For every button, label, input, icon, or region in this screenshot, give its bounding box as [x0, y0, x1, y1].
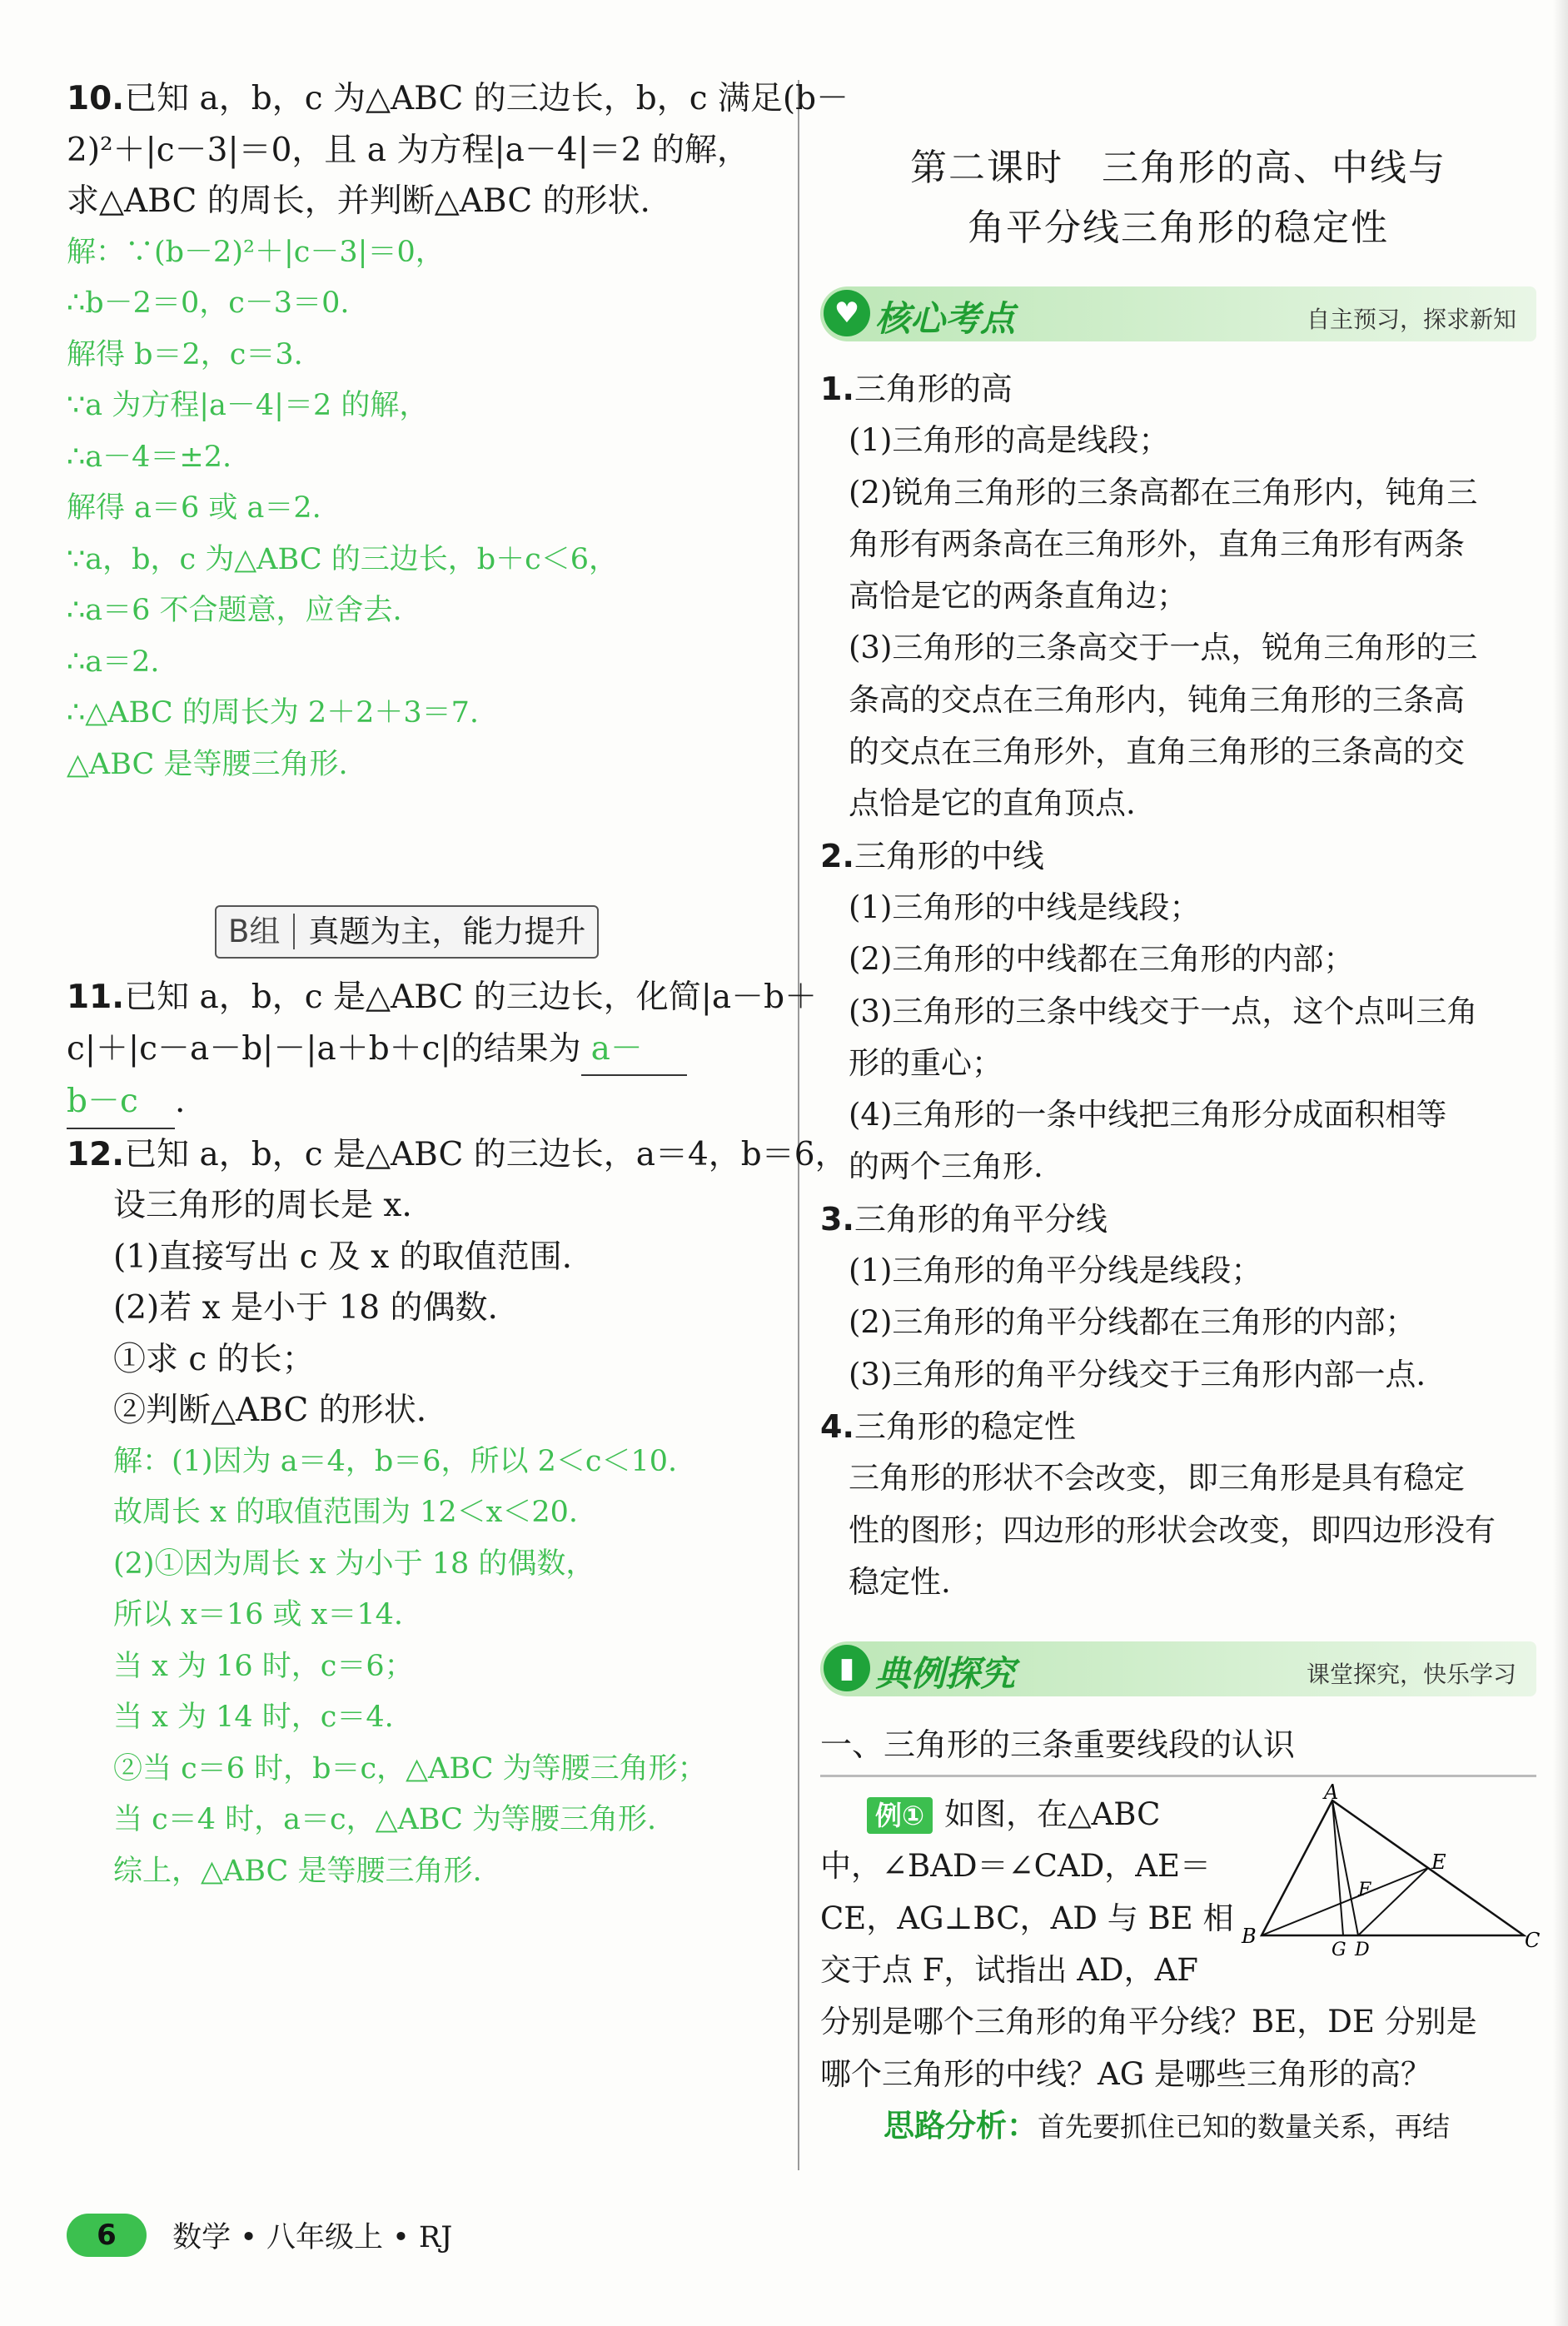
question-12 [67, 1129, 848, 1898]
segment-ag [1332, 1801, 1343, 1935]
q11-number: 11. [67, 979, 125, 1016]
lesson-title-2: 角平分线三角形的稳定性 [968, 207, 1389, 249]
point-line: 高恰是它的两条直角边； [849, 578, 1187, 615]
q10-line-1: 10.已知 a，b，c 为△ABC 的三边长，b，c 满足(b－ [67, 80, 849, 117]
point-line: 稳定性. [849, 1563, 951, 1600]
label-e: E [1431, 1850, 1446, 1875]
right-column [820, 73, 1541, 2153]
answer-line: 综上，△ABC 是等腰三角形. [113, 1854, 482, 1888]
point-line: 三角形的形状不会改变，即三角形是具有稳定 [849, 1460, 1465, 1497]
answer-line: ∴a＝6 不合题意，应舍去. [67, 594, 402, 627]
answer-line: 解得 b＝2，c＝3. [67, 337, 303, 371]
answer-line: ∴△ABC 的周长为 2＋2＋3＝7. [67, 696, 480, 730]
q11-line-3: b－c . [67, 1076, 783, 1129]
example-1 [820, 1781, 1541, 2153]
q12-line-2: 设三角形的周长是 x. [113, 1187, 412, 1224]
page-edge-shadow [1553, 0, 1568, 2326]
point-line: (1)三角形的角平分线是线段； [849, 1253, 1262, 1289]
answer-line: ②当 c＝6 时，b＝c，△ABC 为等腰三角形； [113, 1751, 707, 1786]
q11-answer-blank-2: b－c [67, 1076, 175, 1129]
answer-line: ∵a，b，c 为△ABC 的三边长，b＋c＜6， [67, 542, 619, 576]
q11-line-1: 11.已知 a，b，c 是△ABC 的三边长，化简|a－b＋ [67, 979, 818, 1016]
q12-number: 12. [67, 1135, 125, 1173]
chart-icon: ▮ [824, 1645, 870, 1691]
answer-line: ∴b－2＝0，c－3＝0. [67, 286, 350, 320]
point-heading: 3.三角形的角平分线 [820, 1200, 1108, 1238]
heart-icon: ♥ [824, 290, 870, 336]
answer-line: △ABC 是等腰三角形. [67, 747, 348, 781]
triangle-figure [1237, 1781, 1541, 1961]
point-line: (2)三角形的中线都在三角形的内部； [849, 941, 1355, 978]
examples-banner: ▮ 典例探究 课堂探究，快乐学习 [820, 1641, 1536, 1696]
label-f: F [1358, 1880, 1371, 1901]
q10-answer [67, 227, 783, 791]
point-line: 的交点在三角形外，直角三角形的三条高的交 [849, 734, 1465, 770]
segment-ad [1332, 1801, 1358, 1935]
label-g: G [1332, 1940, 1346, 1961]
example-line: 中，∠BAD＝∠CAD，AE＝ [820, 1848, 1212, 1885]
q12-part: (1)直接写出 c 及 x 的取值范围. [113, 1238, 573, 1276]
point-line: 的两个三角形. [849, 1148, 1043, 1185]
point-line: 点恰是它的直角顶点. [849, 785, 1136, 822]
example-line: 例① 如图，在△ABC [820, 1789, 1536, 1840]
left-column [67, 73, 849, 1897]
question-10 [67, 73, 849, 790]
q10-line-3: 求△ABC 的周长，并判断△ABC 的形状. [67, 182, 650, 220]
q12-line-1: 12.已知 a，b，c 是△ABC 的三边长，a＝4，b＝6， [67, 1135, 848, 1173]
answer-line: ∴a－4＝±2. [67, 440, 232, 474]
page-footer [67, 2214, 452, 2264]
answer-line: ∵a 为方程|a－4|＝2 的解， [67, 389, 429, 422]
core-point-3 [820, 1193, 1536, 1401]
q11-answer-blank-1: a－ [581, 1024, 687, 1077]
question-11 [67, 972, 818, 1129]
point-line: (2)三角形的角平分线都在三角形的内部； [849, 1304, 1416, 1341]
core-point-1 [820, 363, 1536, 830]
answer-line: 故周长 x 的取值范围为 12＜x＜20. [113, 1496, 579, 1529]
section-heading: 一、三角形的三条重要线段的认识 [820, 1718, 1536, 1777]
answer-line: 当 x 为 14 时，c＝4. [113, 1701, 394, 1734]
point-line: 形的重心； [849, 1044, 1003, 1081]
q12-answer [67, 1437, 783, 1898]
answer-line: 解得 a＝6 或 a＝2. [67, 491, 321, 525]
answer-line: 当 x 为 16 时，c＝6； [113, 1649, 414, 1683]
point-line: 条高的交点在三角形内，钝角三角形的三条高 [849, 681, 1465, 718]
point-line: (4)三角形的一条中线把三角形分成面积相等 [849, 1097, 1447, 1133]
core-point-4 [820, 1401, 1536, 1608]
point-line: 角形有两条高在三角形外，直角三角形有两条 [849, 525, 1465, 562]
example-line: 分别是哪个三角形的角平分线？BE，DE 分别是 [820, 2004, 1477, 2040]
label-c: C [1525, 1929, 1541, 1953]
analysis-line: 思路分析：首先要抓住已知的数量关系，再结 [884, 2107, 1450, 2144]
q11-line-2: c|＋|c－a－b|－|a＋b＋c|的结果为 a－ [67, 1024, 783, 1077]
lesson-title-1: 第二课时 三角形的高、中线与 [910, 147, 1446, 189]
segment-de [1358, 1868, 1428, 1935]
analysis-label: 思路分析： [884, 2107, 1038, 2144]
example-line: 哪个三角形的中线？AG 是哪些三角形的高？ [820, 2055, 1432, 2092]
group-b-label: B组 真题为主，能力提升 [215, 905, 599, 959]
answer-line: 所以 x＝16 或 x＝14. [113, 1598, 404, 1631]
answer-line: 解：∵(b－2)²＋|c－3|＝0， [67, 235, 445, 269]
q12-part: (2)若 x 是小于 18 的偶数. [113, 1289, 498, 1327]
q12-part: ②判断△ABC 的形状. [113, 1392, 427, 1429]
example-line: CE，AG⊥BC，AD 与 BE 相 [820, 1900, 1234, 1936]
point-line: (3)三角形的三条高交于一点，锐角三角形的三 [849, 630, 1478, 666]
book-info: 数学 • 八年级上 • RJ [172, 2221, 453, 2254]
point-line: 性的图形；四边形的形状会改变，即四边形没有 [849, 1512, 1496, 1548]
answer-line: (2)①因为周长 x 为小于 18 的偶数， [113, 1547, 595, 1581]
q10-number: 10. [67, 80, 125, 117]
point-line: (3)三角形的三条中线交于一点，这个点叫三角 [849, 993, 1478, 1029]
answer-line: ∴a＝2. [67, 645, 160, 679]
column-divider [798, 80, 799, 2170]
answer-line: 解：(1)因为 a＝4，b＝6，所以 2＜c＜10. [113, 1444, 678, 1478]
q10-line-2: 2)²＋|c－3|＝0，且 a 为方程|a－4|＝2 的解， [67, 131, 750, 169]
core-points-banner: ♥ 核心考点 自主预习，探求新知 [820, 286, 1536, 341]
point-line: (1)三角形的高是线段； [849, 422, 1170, 459]
segment-be [1262, 1868, 1428, 1935]
point-line: (1)三角形的中线是线段； [849, 889, 1201, 925]
label-d: D [1355, 1940, 1370, 1961]
answer-line: 当 c＝4 时，a＝c，△ABC 为等腰三角形. [113, 1803, 657, 1836]
page-number: 6 [67, 2214, 147, 2257]
example-badge: 例① [867, 1797, 933, 1834]
label-a: A [1324, 1781, 1339, 1805]
point-heading: 1.三角形的高 [820, 371, 1013, 407]
point-line: (3)三角形的角平分线交于三角形内部一点. [849, 1356, 1426, 1392]
point-heading: 2.三角形的中线 [820, 837, 1044, 874]
triangle-abc [1262, 1801, 1524, 1935]
core-point-2 [820, 830, 1536, 1193]
q12-part: ①求 c 的长； [113, 1340, 315, 1378]
point-heading: 4.三角形的稳定性 [820, 1407, 1076, 1445]
label-b: B [1242, 1925, 1257, 1949]
example-line: 交于点 F，试指出 AD，AF [820, 1952, 1198, 1989]
point-line: (2)锐角三角形的三条高都在三角形内，钝角三 [849, 474, 1478, 511]
